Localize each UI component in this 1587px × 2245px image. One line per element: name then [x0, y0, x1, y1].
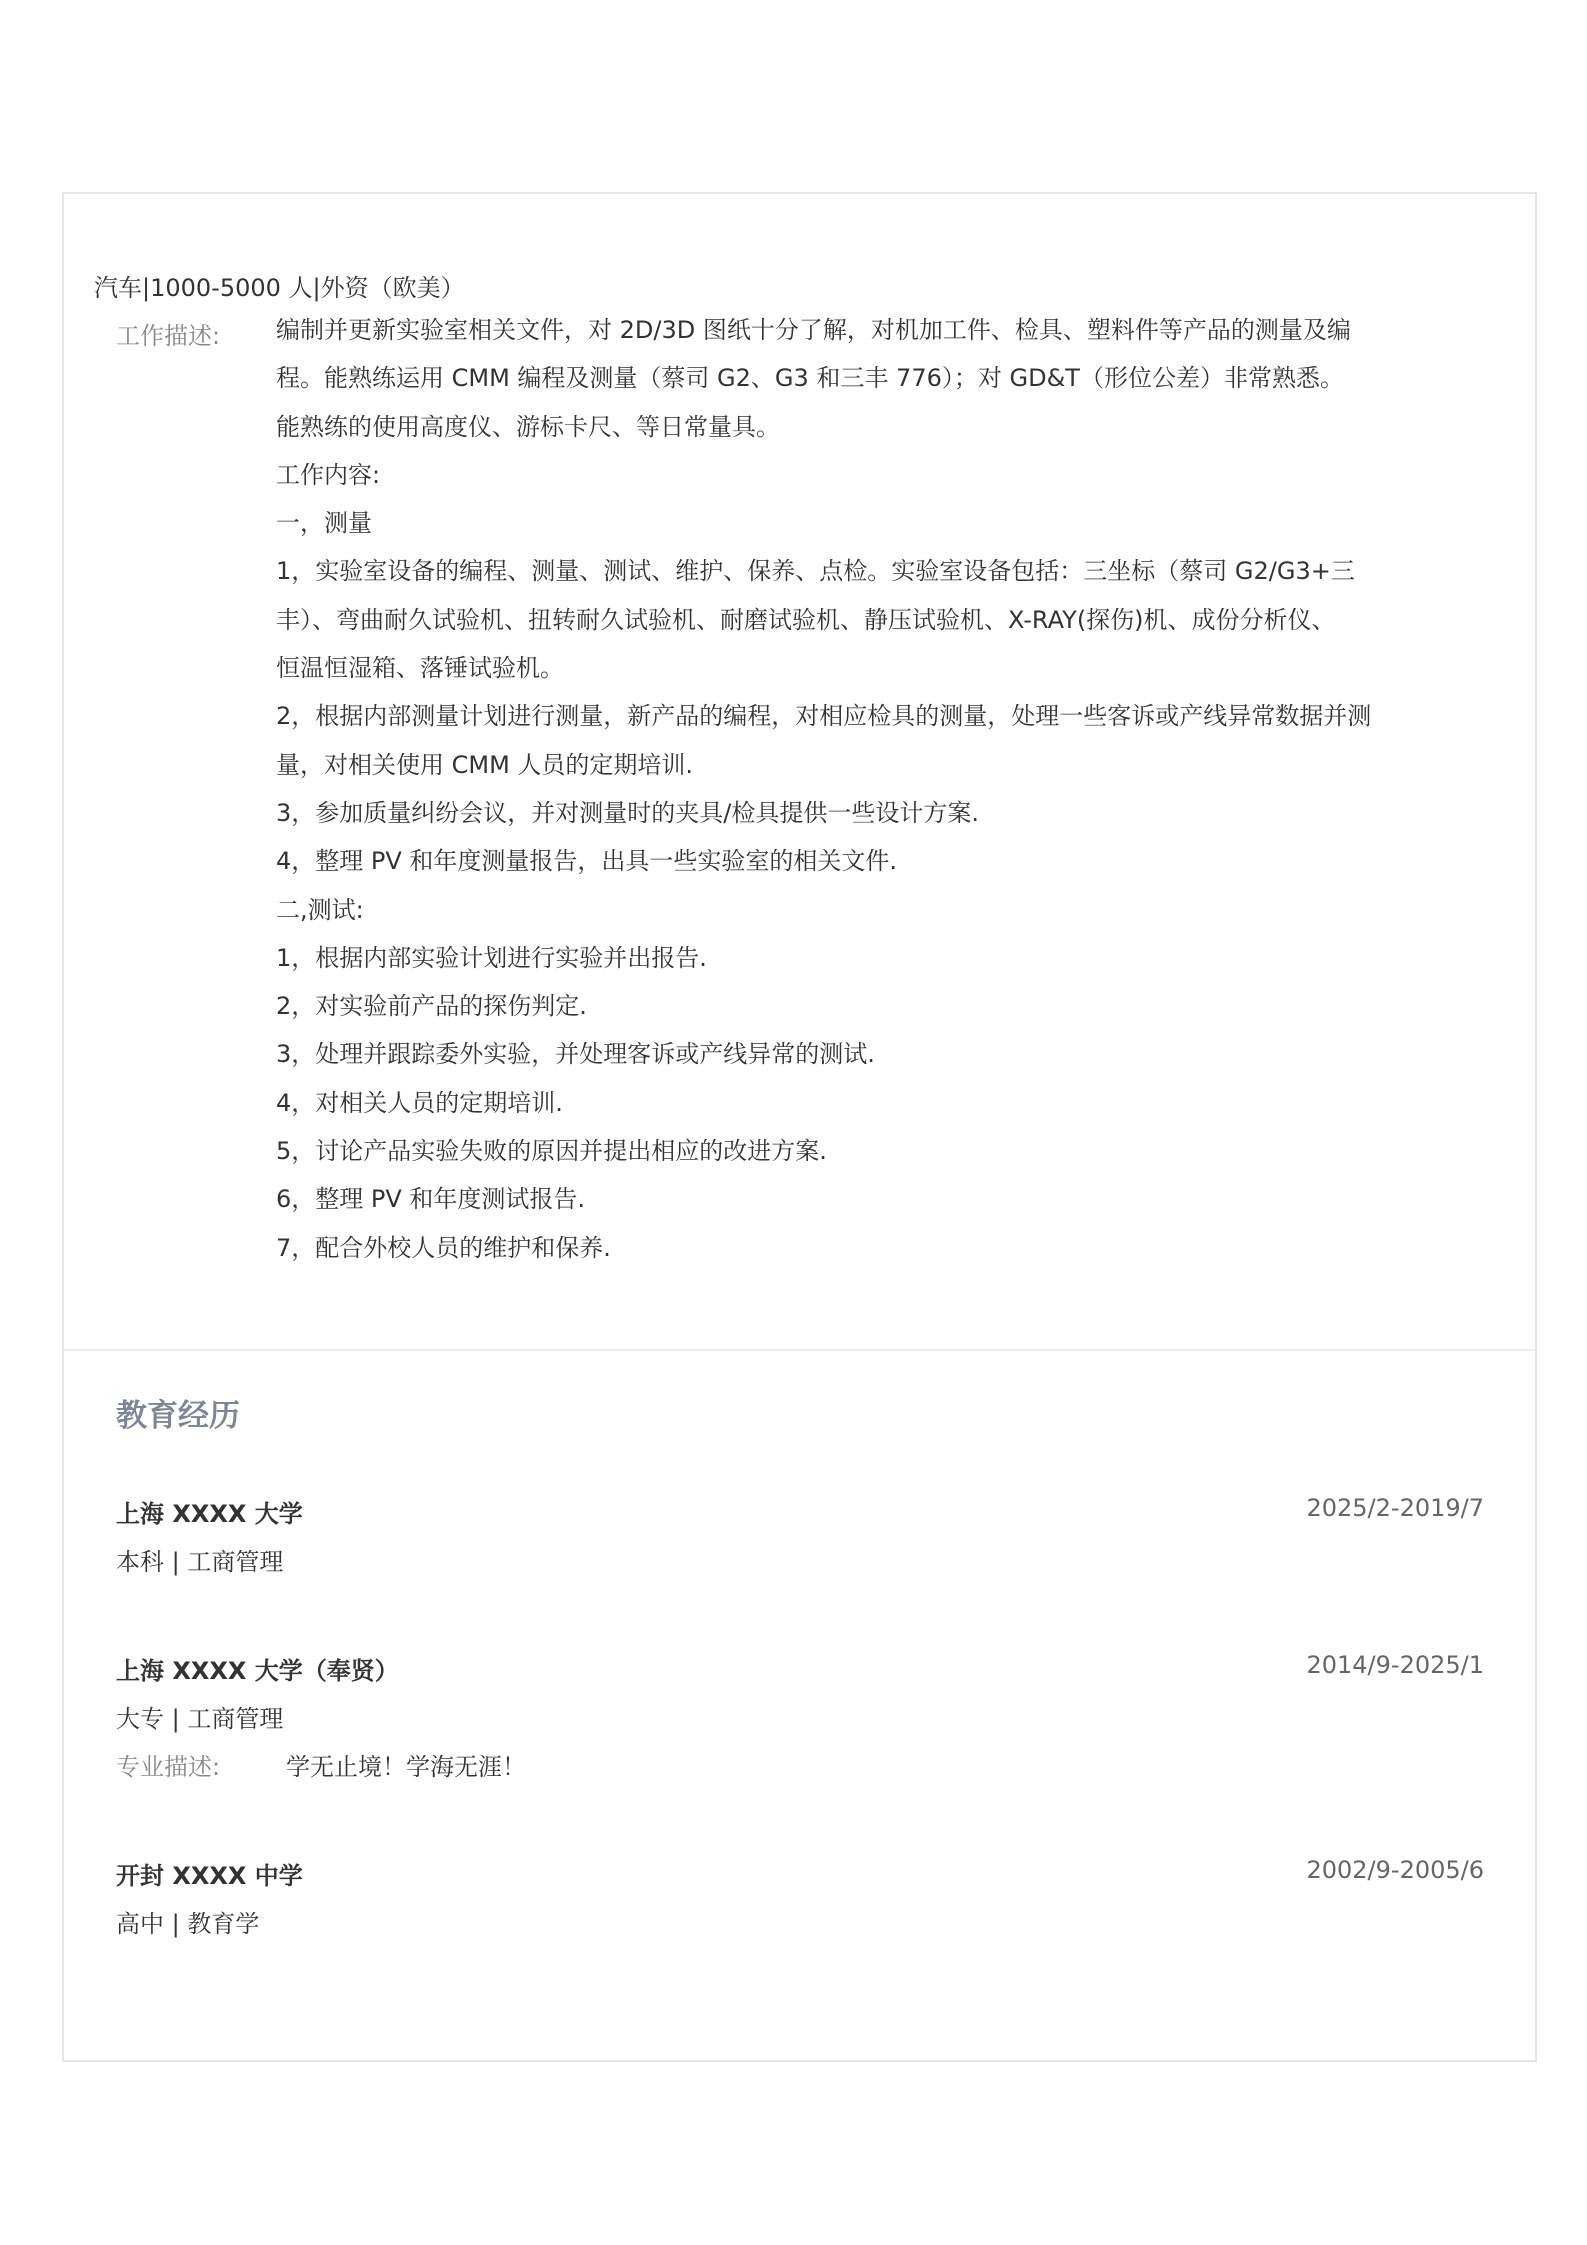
degree-major: 高中 | 教育学 — [116, 1910, 260, 1938]
major-description-text: 学无止境！学海无涯！ — [286, 1753, 526, 1781]
work-description-line: 3，参加质量纠纷会议，并对测量时的夹具/检具提供一些设计方案. — [276, 798, 979, 827]
work-description-text — [276, 306, 1466, 1272]
education-dates: 2025/2-2019/7 — [1306, 1494, 1484, 1522]
work-description-line: 编制并更新实验室相关文件，对 2D/3D 图纸十分了解，对机加工件、检具、塑料件等产品的测量及编 — [276, 316, 1351, 344]
work-description-line: 二,测试: — [276, 895, 364, 924]
resume-card — [62, 192, 1537, 2062]
work-description-line: 4，对相关人员的定期培训. — [276, 1088, 563, 1117]
company-info: 汽车|1000-5000 人|外资（欧美） — [94, 274, 465, 302]
section-divider — [64, 1349, 1535, 1351]
education-section-title: 教育经历 — [116, 1398, 240, 1434]
degree-major: 本科 | 工商管理 — [116, 1548, 284, 1576]
education-dates: 2014/9-2025/1 — [1306, 1651, 1484, 1679]
degree-major: 大专 | 工商管理 — [116, 1705, 284, 1733]
work-description-line: 4，整理 PV 和年度测量报告，出具一些实验室的相关文件. — [276, 847, 898, 876]
work-description-line: 能熟练的使用高度仪、游标卡尺、等日常量具。 — [276, 412, 780, 441]
work-description-line: 5，讨论产品实验失败的原因并提出相应的改进方案. — [276, 1137, 827, 1166]
work-description-line: 工作内容: — [276, 460, 381, 489]
work-description-line: 程。能熟练运用 CMM 编程及测量（蔡司 G2、G3 和三丰 776）；对 GD&T（形位公差）非常熟悉。 — [276, 364, 1344, 393]
work-description-line: 7，配合外校人员的维护和保养. — [276, 1233, 611, 1262]
school-name: 上海 XXXX 大学 — [116, 1500, 303, 1528]
work-description-line: 丰）、弯曲耐久试验机、扭转耐久试验机、耐磨试验机、静压试验机、X-RAY(探伤)机、成份分析仪、 — [276, 605, 1336, 634]
work-description-label: 工作描述: — [116, 322, 221, 350]
education-dates: 2002/9-2005/6 — [1306, 1856, 1484, 1884]
work-description-line: 量，对相关使用 CMM 人员的定期培训. — [276, 750, 694, 779]
major-description-label: 专业描述: — [116, 1753, 221, 1781]
school-name: 开封 XXXX 中学 — [116, 1862, 303, 1890]
work-description-line: 一，测量 — [276, 509, 372, 538]
work-description-line: 2，根据内部测量计划进行测量，新产品的编程，对相应检具的测量，处理一些客诉或产线异常数据并测 — [276, 702, 1372, 731]
work-description-line: 3，处理并跟踪委外实验，并处理客诉或产线异常的测试. — [276, 1040, 875, 1069]
school-name: 上海 XXXX 大学（奉贤） — [116, 1657, 399, 1685]
work-description-line: 恒温恒湿箱、落锤试验机。 — [276, 654, 564, 683]
work-description-line: 2，对实验前产品的探伤判定. — [276, 992, 587, 1021]
work-description-line: 1，实验室设备的编程、测量、测试、维护、保养、点检。实验室设备包括：三坐标（蔡司 G2/G3+三 — [276, 557, 1355, 586]
work-description-line: 1，根据内部实验计划进行实验并出报告. — [276, 943, 707, 972]
work-description-line: 6，整理 PV 和年度测试报告. — [276, 1185, 586, 1214]
